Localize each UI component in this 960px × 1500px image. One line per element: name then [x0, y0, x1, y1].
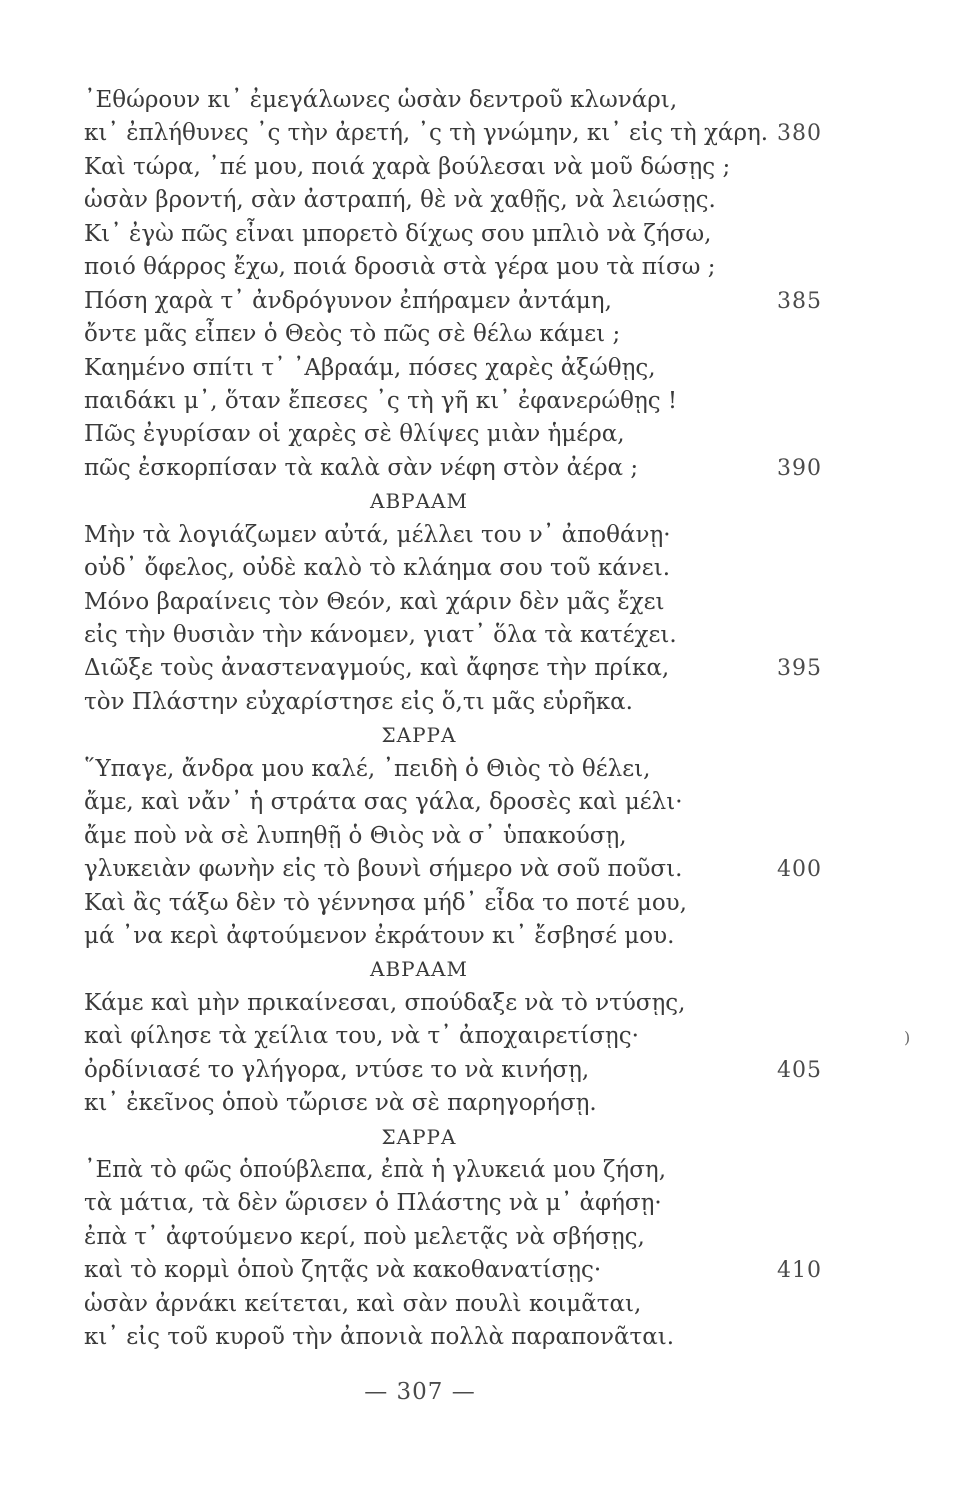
verse-text: πῶς ἐσκορπίσαν τὰ καλὰ σὰν νέφη στὸν ἀέρα ;: [84, 454, 639, 481]
verse-text: Καὶ τώρα, ᾽πέ μου, ποιά χαρὰ βούλεσαι νὰ μοῦ δώσῃς ;: [84, 153, 731, 180]
verse-text: οὐδ᾽ ὄφελος, οὐδὲ καλὸ τὸ κλάημα σου τοῦ κάνει.: [84, 555, 671, 582]
verse-text: καὶ τὸ κορμὶ ὁποὺ ζητᾷς νὰ κακοθανατίσῃς·: [84, 1257, 602, 1284]
line-number: 390: [777, 455, 822, 481]
verse-line: [84, 418, 844, 451]
verse-text: μά ᾽να κερὶ ἀφτούμενον ἐκράτουν κι᾽ ἔσβησέ μου.: [84, 922, 675, 949]
verse-line: [84, 552, 844, 585]
speaker-heading: ΣΑΡΡΑ: [381, 1124, 457, 1149]
line-number: 405: [777, 1057, 822, 1083]
verse-line: [84, 218, 844, 251]
verse-line: [84, 686, 844, 719]
verse-line: [84, 452, 844, 485]
verse-text: ποιό θάρρος ἔχω, ποιά δροσιὰ στὰ γέρα μου τὰ πίσω ;: [84, 254, 716, 281]
verse-line: [84, 117, 844, 150]
verse-text: ῞Υπαγε, ἄνδρα μου καλέ, ᾽πειδὴ ὁ Θιὸς τὸ θέλει,: [84, 755, 651, 782]
verse-text: Καὶ ἂς τάξω δὲν τὸ γέννησα μήδ᾽ εἶδα το ποτέ μου,: [84, 889, 687, 916]
line-number: 395: [777, 656, 822, 682]
verse-line: [84, 586, 844, 619]
verse-text: ὡσὰν ἀρνάκι κείτεται, καὶ σὰν πουλὶ κοιμᾶται,: [84, 1290, 642, 1317]
verse-line: [84, 1254, 844, 1287]
verse-text: ἄμε ποὺ νὰ σὲ λυπηθῇ ὁ Θιὸς νὰ σ᾽ ὑπακούσῃ,: [84, 822, 627, 849]
verse-line: [84, 352, 844, 385]
verse-line: [84, 318, 844, 351]
verse-line: [84, 84, 844, 117]
verse-text: Πῶς ἐγυρίσαν οἱ χαρὲς σὲ θλίψες μιὰν ἡμέρα,: [84, 421, 625, 448]
verse-text: κι᾽ εἰς τοῦ κυροῦ τὴν ἀπονιὰ πολλὰ παραπονᾶται.: [84, 1324, 675, 1351]
verse-line: [84, 1221, 844, 1254]
margin-mark: ): [904, 1028, 911, 1047]
verse-text: ἐπὰ τ᾽ ἀφτούμενο κερί, ποὺ μελετᾷς νὰ σβήσῃς,: [84, 1223, 645, 1250]
speaker-heading: ΣΑΡΡΑ: [381, 723, 457, 748]
verse-text: Καημένο σπίτι τ᾽ ᾽Αβραάμ, πόσες χαρὲς ἀξώθῃς,: [84, 354, 656, 381]
verse-text: κι᾽ ἐπλήθυνες ᾽ς τὴν ἀρετή, ᾽ς τὴ γνώμην, κι᾽ εἰς τὴ χάρη.: [84, 120, 769, 147]
verse-line: [84, 385, 844, 418]
verse-line: [84, 853, 844, 886]
verse-line: [84, 1288, 844, 1321]
verse-text: Μὴν τὰ λογιάζωμεν αὐτά, μέλλει του ν᾽ ἀποθάνῃ·: [84, 521, 671, 548]
verse-line: [84, 519, 844, 552]
speaker-heading: ΑΒΡΑΑΜ: [370, 957, 468, 982]
verse-line: [84, 1187, 844, 1220]
verse-line: [84, 1087, 844, 1120]
verse-text: εἰς τὴν θυσιὰν τὴν κάνομεν, γιατ᾽ ὅλα τὰ κατέχει.: [84, 622, 677, 648]
verse-text: κι᾽ ἐκεῖνος ὁποὺ τὤρισε νὰ σὲ παρηγορήσῃ.: [84, 1090, 597, 1117]
verse-line: [84, 753, 844, 786]
verse-text: τὸν Πλάστην εὐχαρίστησε εἰς ὅ,τι μᾶς εὑρῆκα.: [84, 688, 633, 715]
line-number: 380: [777, 121, 822, 147]
verse-line: [84, 786, 844, 819]
verse-text: παιδάκι μ᾽, ὅταν ἔπεσες ᾽ς τὴ γῆ κι᾽ ἐφανερώθῃς !: [84, 387, 678, 414]
verse-line: [84, 619, 844, 652]
verse-text: ᾽Εθώρουν κι᾽ ἐμεγάλωνες ὡσὰν δεντροῦ κλωνάρι,: [84, 87, 678, 113]
verse-text: Μόνο βαραίνεις τὸν Θεόν, καὶ χάριν δὲν μᾶς ἔχει: [84, 588, 665, 615]
verse-text: ὡσὰν βροντή, σὰν ἀστραπή, θὲ νὰ χαθῇς, νὰ λειώσῃς.: [84, 187, 716, 214]
verse-text: Πόση χαρὰ τ᾽ ἀνδρόγυνον ἐπήραμεν ἀντάμη,: [84, 287, 612, 314]
verse-text: Κάμε καὶ μὴν πρικαίνεσαι, σπούδαξε νὰ τὸ ντύσῃς,: [84, 989, 686, 1016]
line-number: 400: [777, 857, 822, 883]
verse-line: [84, 920, 844, 953]
verse-line: [84, 820, 844, 853]
verse-line: [84, 285, 844, 318]
verse-text: τὰ μάτια, τὰ δὲν ὥρισεν ὁ Πλάστης νὰ μ᾽ ἀφήσῃ·: [84, 1190, 662, 1217]
verse-line: [84, 1321, 844, 1354]
verse-text: ὀρδίνιασέ το γλήγορα, ντύσε το νὰ κινήσῃ,: [84, 1056, 590, 1083]
verse-text: ὄντε μᾶς εἶπεν ὁ Θεὸς τὸ πῶς σὲ θέλω κάμει ;: [84, 321, 621, 348]
verse-text: καὶ φίλησε τὰ χείλια του, νὰ τ᾽ ἀποχαιρετίσῃς·: [84, 1023, 639, 1050]
page-number: — 307 —: [364, 1379, 476, 1405]
line-number: 410: [777, 1258, 822, 1284]
speaker-heading: ΑΒΡΑΑΜ: [370, 489, 468, 514]
verse-text: γλυκειὰν φωνὴν εἰς τὸ βουνὶ σήμερο νὰ σοῦ ποῦσι.: [84, 856, 683, 883]
verse-line: [84, 652, 844, 685]
verse-line: [84, 1054, 844, 1087]
verse-line: [84, 1020, 844, 1053]
verse-line: [84, 184, 844, 217]
verse-text: Κι᾽ ἐγὼ πῶς εἶναι μπορετὸ δίχως σου μπλιὸ νὰ ζήσω,: [84, 220, 712, 247]
verse-line: [84, 251, 844, 284]
verse-text: Διῶξε τοὺς ἀναστεναγμούς, καὶ ἄφησε τὴν πρίκα,: [84, 655, 670, 682]
verse-line: [84, 151, 844, 184]
verse-line: [84, 887, 844, 920]
verse-line: [84, 987, 844, 1020]
line-number: 385: [777, 288, 822, 314]
verse-line: [84, 1154, 844, 1187]
verse-text: ἄμε, καὶ νἄν᾽ ἡ στράτα σας γάλα, δροσὲς καὶ μέλι·: [84, 789, 683, 816]
verse-text: ᾽Επὰ τὸ φῶς ὁπούβλεπα, ἐπὰ ἡ γλυκειά μου ζήση,: [84, 1157, 667, 1183]
verse-block: [84, 84, 844, 1355]
